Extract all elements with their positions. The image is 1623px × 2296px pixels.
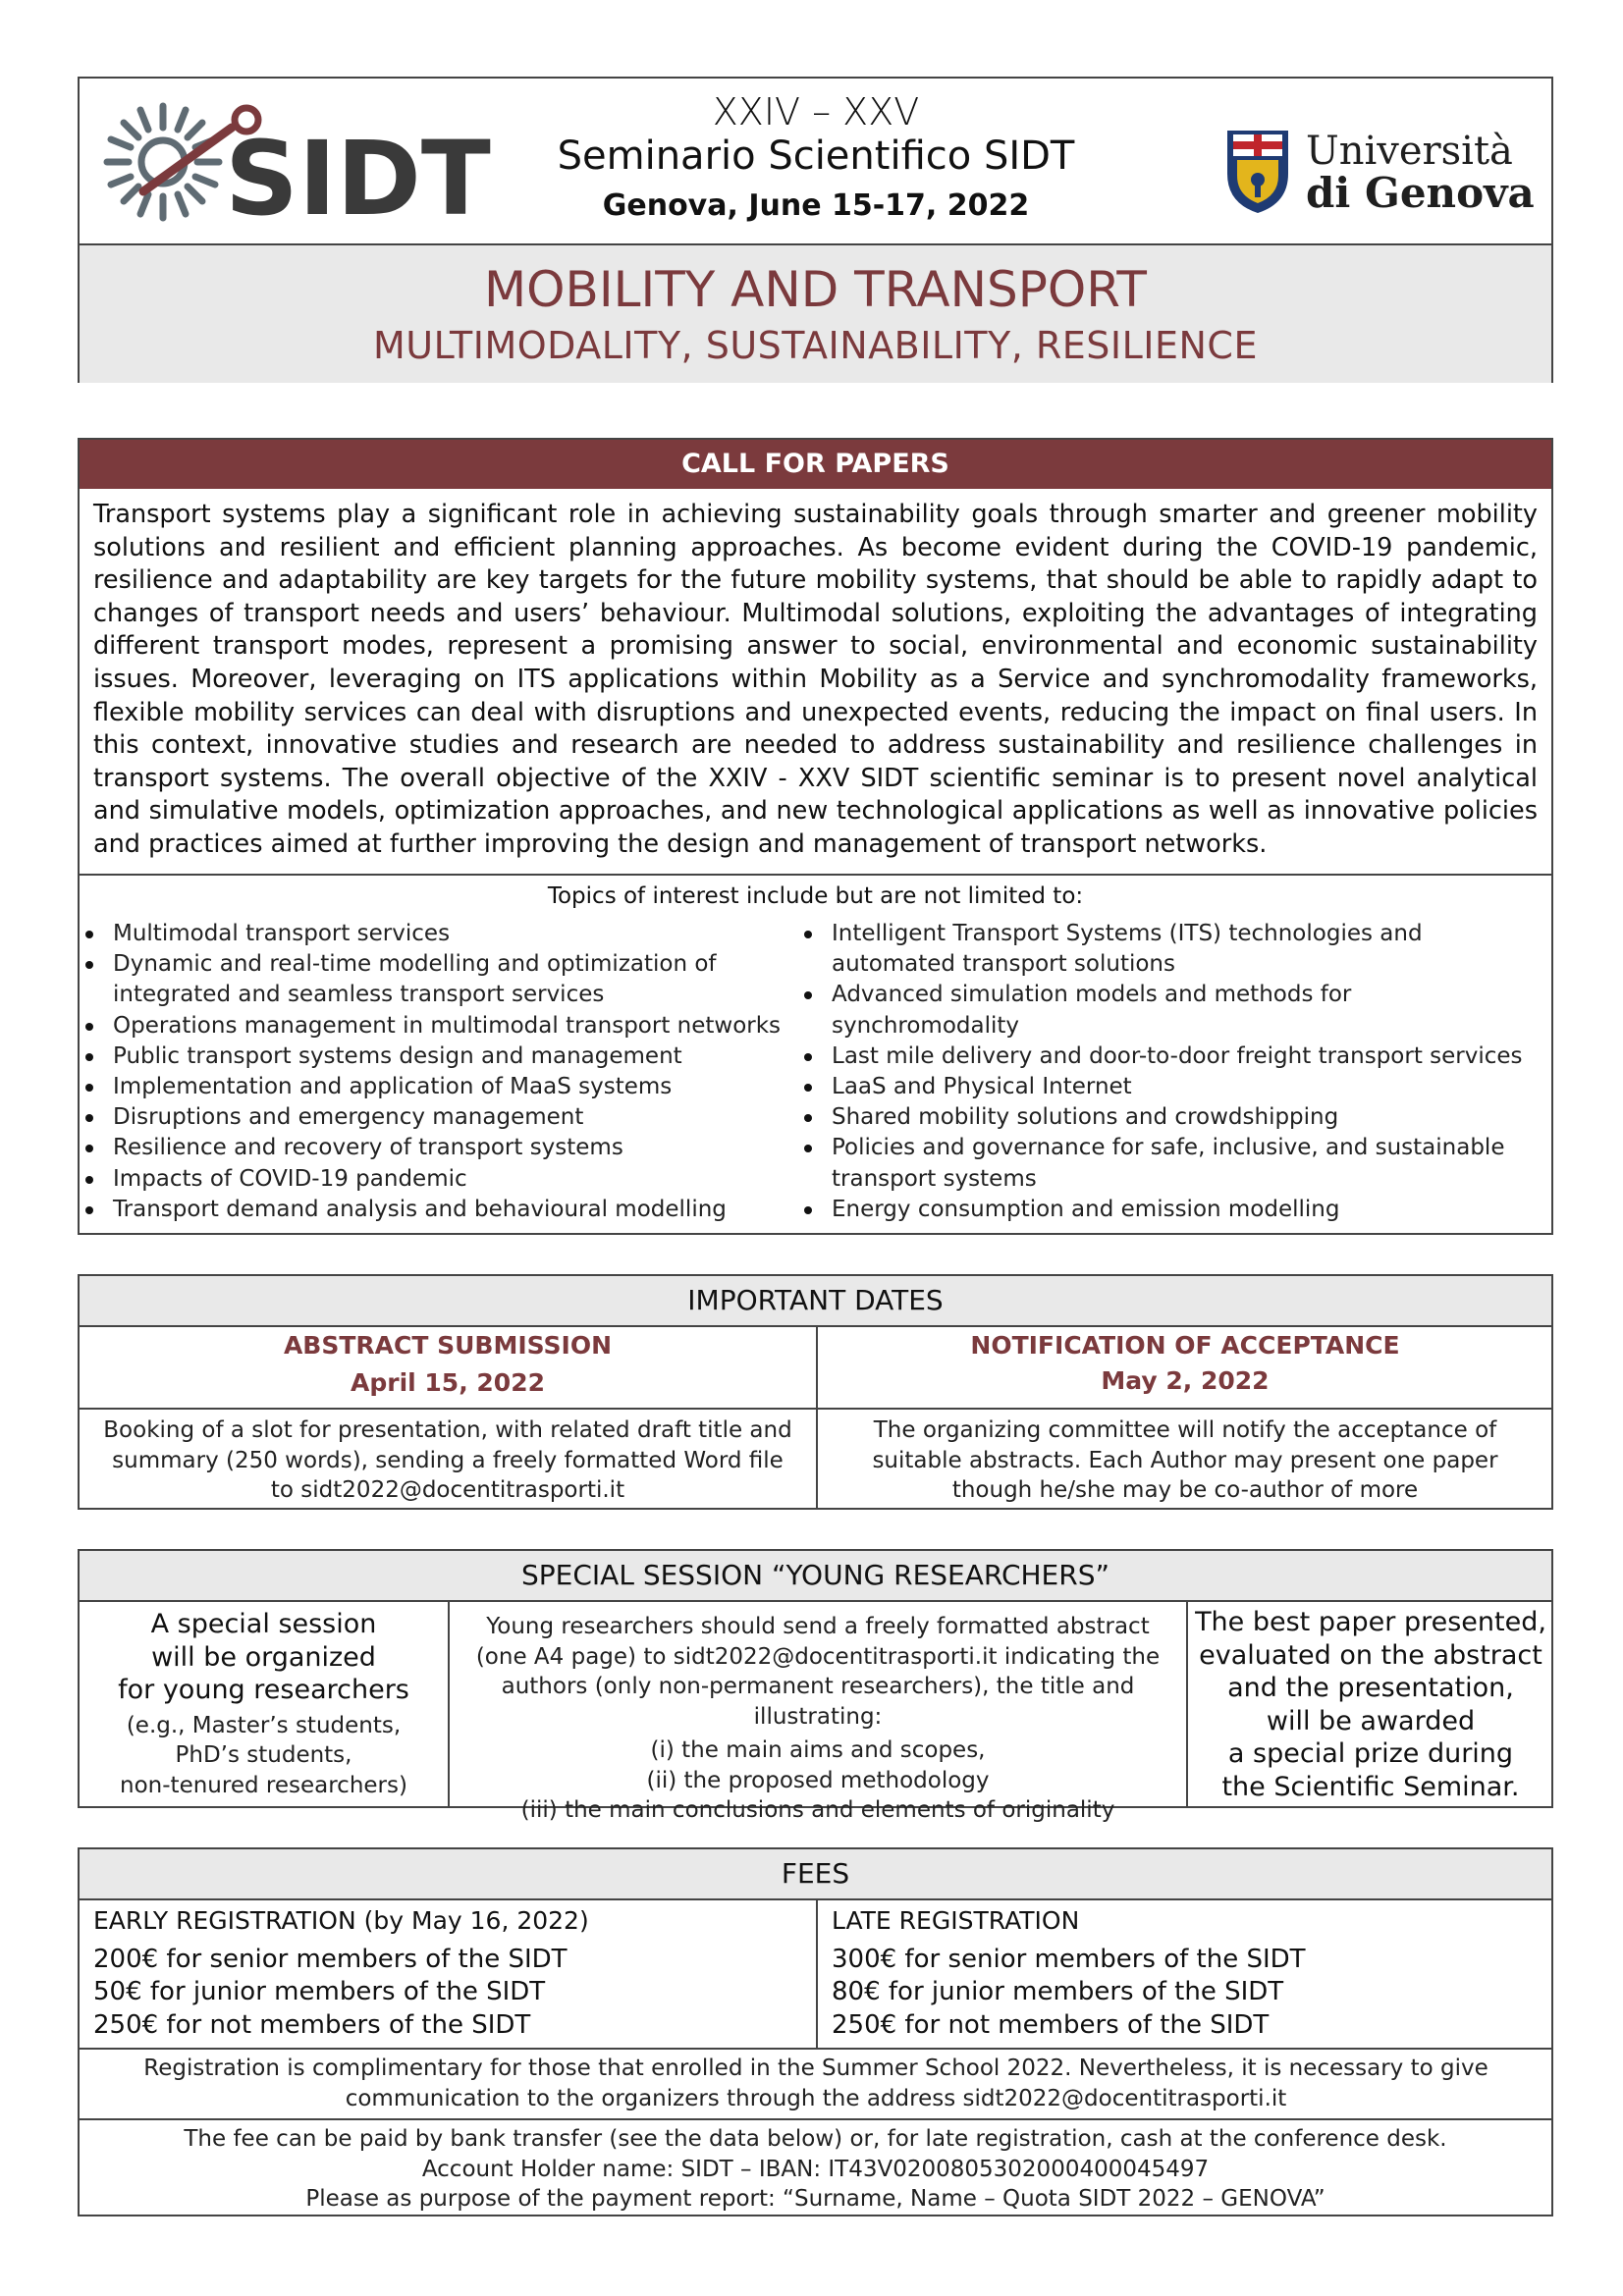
fees-divider xyxy=(816,1898,818,2048)
young-researchers-box xyxy=(78,1549,1553,1823)
fees-box xyxy=(78,1847,1553,2216)
header-top-row xyxy=(80,79,1551,245)
late-fee-item: 300€ for senior members of the SIDT xyxy=(832,1944,1306,1974)
payment-line: The fee can be paid by bank transfer (see the data below) or, for late registration, cash at the conference desk. xyxy=(184,2126,1447,2152)
early-fee-item: 250€ for not members of the SIDT xyxy=(93,2009,531,2040)
late-registration xyxy=(832,1904,1539,2042)
payment-iban: Account Holder name: SIDT – IBAN: IT43V0200805302000400045497 xyxy=(421,2156,1210,2182)
cfp-body-text: Transport systems play a significant role in achieving sustainability goals through smarter and greener mobility solutions and resilient and efficient planning approaches. As become evident during the COVID-19 pandemic, resilience and adaptability are key targets for the future mobility systems, that should be able to rapidly adapt to changes of transport needs and users’ behaviour. Multimodal solutions, exploiting the advantages of integrating different transport modes, represent a promising answer to social, environmental and economic sustainability issues. Moreover, leveraging on ITS applications within Mobility as a Service and synchromodality frameworks, flexible mobility services can deal with disruptions and unexpected events, reducing the impact on final users. In this context, innovative studies and research are needed to address sustainability and resilience challenges in transport systems. The overall objective of the XXIV - XXV SIDT scientific seminar is to present novel analytical and simulative models, optimization approaches, and new technological applications as well as innovative policies and practices aimed at further improving the design and management of transport networks. xyxy=(93,500,1538,859)
list-item: Resilience and recovery of transport systems xyxy=(80,1133,786,1163)
notification-title: NOTIFICATION OF ACCEPTANCE xyxy=(970,1331,1400,1360)
young-middle-item: (i) the main aims and scopes, xyxy=(650,1737,986,1763)
list-item: Disruptions and emergency management xyxy=(80,1102,786,1133)
fees-row-divider-2 xyxy=(80,2118,1551,2120)
main-subtitle: MULTIMODALITY, SUSTAINABILITY, RESILIENCE xyxy=(373,324,1258,367)
early-fee-item: 50€ for junior members of the SIDT xyxy=(93,1977,546,2006)
young-right-line: a special prize during xyxy=(1227,1738,1514,1769)
young-left-note: non-tenured researchers) xyxy=(120,1772,407,1798)
late-fee-item: 250€ for not members of the SIDT xyxy=(832,2009,1270,2040)
topics-list-right xyxy=(798,919,1525,1225)
young-divider-left xyxy=(448,1600,450,1806)
abstract-submission-desc: Booking of a slot for presentation, with related draft title and summary (250 words), sending a freely formatted Word file to sidt2022@docentitrasporti.it xyxy=(103,1417,792,1503)
topics-lead: Topics of interest include but are not limited to: xyxy=(547,883,1084,909)
list-item: Transport demand analysis and behavioural modelling xyxy=(80,1195,786,1225)
early-registration-title: EARLY REGISTRATION (by May 16, 2022) xyxy=(93,1906,589,1935)
young-left-note: (e.g., Master’s students, xyxy=(126,1712,402,1738)
fees-heading: FEES xyxy=(80,1849,1551,1900)
payment-purpose: Please as purpose of the payment report: “Surname, Name – Quota SIDT 2022 – GENOVA” xyxy=(305,2186,1325,2212)
list-item: Multimodal transport services xyxy=(80,919,786,949)
list-item: Advanced simulation models and methods for synchromodality xyxy=(798,980,1525,1041)
list-item: Implementation and application of MaaS systems xyxy=(80,1072,786,1102)
young-middle-item: (iii) the main conclusions and elements of originality xyxy=(520,1797,1115,1823)
list-item: Policies and governance for safe, inclusive, and sustainable transport systems xyxy=(798,1133,1525,1194)
list-item: Energy consumption and emission modelling xyxy=(798,1195,1525,1225)
important-dates-box xyxy=(78,1274,1553,1510)
young-middle-intro: Young researchers should send a freely formatted abstract (one A4 page) to sidt2022@docentitrasporti.it indicating the authors (only non-permanent researchers), the title and illustrating: xyxy=(475,1614,1161,1730)
unige-logo-line2: di Genova xyxy=(1306,169,1535,217)
young-right-line: evaluated on the abstract xyxy=(1199,1639,1542,1671)
young-left-line: A special session xyxy=(150,1609,377,1639)
unige-logo-line1: Università xyxy=(1306,129,1513,174)
header-box xyxy=(78,77,1553,383)
list-item: Operations management in multimodal transport networks xyxy=(80,1011,786,1041)
main-title: MOBILITY AND TRANSPORT xyxy=(484,261,1147,318)
late-fee-item: 80€ for junior members of the SIDT xyxy=(832,1977,1284,2006)
young-left-note: PhD’s students, xyxy=(175,1742,352,1768)
young-heading: SPECIAL SESSION “YOUNG RESEARCHERS” xyxy=(80,1551,1551,1602)
list-item: Last mile delivery and door-to-door freight transport services xyxy=(798,1041,1525,1072)
cfp-heading: CALL FOR PAPERS xyxy=(80,440,1551,489)
fees-row-divider-1 xyxy=(80,2048,1551,2050)
notification-desc: The organizing committee will notify the acceptance of suitable abstracts. Each Author may present one paper though he/she may be co-author of more xyxy=(872,1417,1498,1503)
list-item: LaaS and Physical Internet xyxy=(798,1072,1525,1102)
seminar-name: Seminario Scientifico SIDT xyxy=(557,133,1075,179)
young-right-column xyxy=(1188,1606,1553,1803)
seminar-date-place: Genova, June 15-17, 2022 xyxy=(602,188,1030,223)
dates-heading: IMPORTANT DATES xyxy=(80,1276,1551,1327)
list-item: Intelligent Transport Systems (ITS) technologies and automated transport solutions xyxy=(798,919,1525,980)
young-right-line: will be awarded xyxy=(1266,1705,1476,1736)
early-registration xyxy=(93,1904,800,2042)
young-middle-item: (ii) the proposed methodology xyxy=(646,1767,990,1793)
unige-logo xyxy=(1223,123,1538,216)
young-right-line: and the presentation, xyxy=(1227,1673,1514,1703)
fees-payment-note xyxy=(80,2124,1551,2215)
early-fee-item: 200€ for senior members of the SIDT xyxy=(93,1944,568,1974)
sidt-logo xyxy=(99,98,491,239)
list-item: Public transport systems design and management xyxy=(80,1041,786,1072)
late-registration-title: LATE REGISTRATION xyxy=(832,1906,1080,1935)
fees-complimentary-note: Registration is complimentary for those that enrolled in the Summer School 2022. Nevertheless, it is necessary to give communication to the organizers through the address sidt2022@docentitrasporti.it xyxy=(143,2056,1488,2111)
abstract-submission-title: ABSTRACT SUBMISSION xyxy=(283,1331,613,1360)
young-left-line: for young researchers xyxy=(118,1675,409,1705)
young-left-line: will be organized xyxy=(151,1641,376,1673)
abstract-submission-date: April 15, 2022 xyxy=(351,1368,545,1397)
seminar-numbers: XXIV – XXV xyxy=(712,90,920,133)
young-right-line: the Scientific Seminar. xyxy=(1221,1771,1520,1802)
unige-shield-icon xyxy=(1227,131,1288,213)
young-middle-column xyxy=(464,1612,1171,1826)
title-band xyxy=(80,245,1551,383)
topics-list-left xyxy=(80,919,786,1225)
young-right-line: The best paper presented, xyxy=(1195,1607,1546,1637)
cfp-separator xyxy=(80,874,1551,876)
list-item: Impacts of COVID-19 pandemic xyxy=(80,1164,786,1195)
sidt-logo-text: SIDT xyxy=(225,119,491,239)
dates-row-divider xyxy=(80,1408,1551,1410)
list-item: Shared mobility solutions and crowdshipping xyxy=(798,1102,1525,1133)
notification-date: May 2, 2022 xyxy=(1101,1366,1270,1395)
call-for-papers-box xyxy=(78,438,1553,1235)
young-left-column xyxy=(80,1608,448,1800)
list-item: Dynamic and real-time modelling and optimization of integrated and seamless transport services xyxy=(80,949,786,1010)
